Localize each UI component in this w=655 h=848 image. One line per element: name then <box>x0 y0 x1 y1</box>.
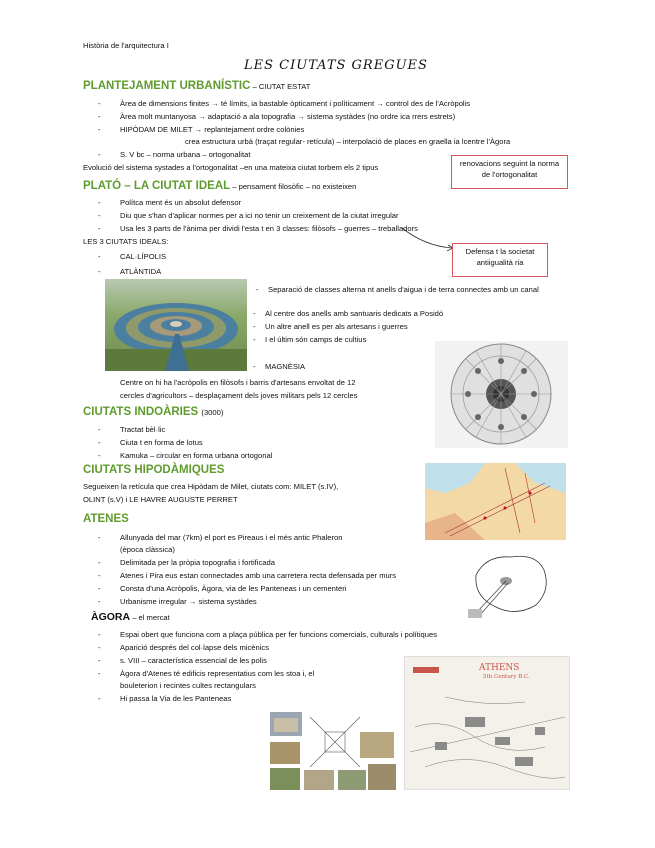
list-item: - Hi passa la Via de les Panteneas <box>98 694 232 703</box>
paragraph: OLINT (s.V) i LE HAVRE AUGUSTE PERRET <box>83 495 238 504</box>
list-item-sub: bouleterion i recintes cultes rectangulars <box>120 681 256 690</box>
section-heading-agora: ÀGORA – el mercat <box>91 611 170 623</box>
section-heading-atenes: ATENES <box>83 513 129 525</box>
label-ideals: LES 3 CIUTATS IDEALS: <box>83 237 169 246</box>
list-item: - I el últim són camps de cultius <box>253 335 367 344</box>
list-item-sub: crea estructura urbà (traçat regular- retícula) – interpolació de places en graella ia lcentre l'Àgora <box>185 137 511 146</box>
athens-5th-century-map <box>404 656 570 790</box>
arrow-connector <box>400 226 460 256</box>
list-item: - CAL·LÍPOLIS <box>98 252 167 261</box>
list-item: - Àrea de dimensions finites → té límits, ia bastable òpticament i políticament → control des de l'Acròpolis <box>98 99 471 108</box>
list-item: - Polítca ment és un absolut defensor <box>98 198 242 207</box>
list-item: - Àrea molt muntanyosa → adaptació a ala topografia → sistema systàdes (no ordre ica rrers estrets) <box>98 112 456 121</box>
paragraph: cercles d'agricultors – desplaçament dels joves militars pels 12 cercles <box>120 391 358 400</box>
list-item: - S. V bc – norma urbana – ortogonalitat <box>98 150 251 159</box>
list-item: - Un altre anell es per als artesans i guerres <box>253 322 408 331</box>
paragraph: Centre on hi ha l'acròpolis en filòsofs i barris d'artesans envoltat de 12 <box>120 378 356 387</box>
page-title: LES CIUTATS GREGUES <box>244 58 428 73</box>
list-item: - HIPÒDAM DE MILET → replantejament ordre colònies <box>98 125 305 134</box>
list-item: - Al centre dos anells amb santuaris dedicats a Posidó <box>253 309 444 318</box>
course-label: Història de l'arquitectura I <box>83 41 169 50</box>
note-box-renovacions: renovacions seguint la norma de l'ortogonalitat <box>451 155 568 189</box>
list-item: - Tractat bèl·lic <box>98 425 166 434</box>
list-item: - Kamuka – circular en forma urbana ortogonal <box>98 451 273 460</box>
list-item: - Urbanisme irregular → sistema systàdes <box>98 597 257 606</box>
note-box-defensa: Defensa t la societat antiigualità ria <box>452 243 548 277</box>
paragraph: Segueixen la retícula que crea Hipòdam de Milet, ciutats com: MILET (s.IV), <box>83 482 339 491</box>
list-item: - s. VIII – característica essencial de les polis <box>98 656 267 665</box>
list-item: - Diu que s'han d'aplicar normes per a ici no tenir un creixement de la ciutat irregular <box>98 211 399 220</box>
agora-photo-collage <box>270 712 396 792</box>
athens-outline-map <box>466 545 553 620</box>
list-item: - Usa les 3 parts de l'ànima per dividi l'esta t en 3 classes: filòsofs – guerres – treballadors <box>98 224 418 233</box>
list-item: - Separació de classes alterna nt anells d'aigua i de terra connectes amb un canal <box>256 285 539 294</box>
list-item: - Aparició després del col·lapse dels micènics <box>98 643 269 652</box>
list-item: - Delimitada per la pròpia topografia i fortificada <box>98 558 275 567</box>
list-item: - Allunyada del mar (7km) el port es Pireaus i el més antic Phaleron <box>98 533 343 542</box>
list-item: - MAGNÈSIA <box>253 362 306 371</box>
list-item: - Consta d'una Acròpolis, Àgora, via de les Panteneas i un cementeri <box>98 584 347 593</box>
section-heading-plantejament: PLANTEJAMENT URBANÍSTIC – CIUTAT ESTAT <box>83 80 311 92</box>
list-item: - Àgora d'Atenes té edificis representatius com les stoa i, el <box>98 669 315 678</box>
list-item: - Atenes i Pira eus estan connectades amb una carretera recta defensada per murs <box>98 571 397 580</box>
list-item-sub: (època clàssica) <box>120 545 175 554</box>
magnesia-diagram <box>435 341 568 448</box>
section-heading-indoaries: CIUTATS INDOÀRIES (3000) <box>83 406 224 418</box>
section-heading-hipodamiques: CIUTATS HIPODÀMIQUES <box>83 464 225 476</box>
list-item: - ATLÀNTIDA <box>98 267 162 276</box>
paragraph: Evolució del sistema systades a l'ortogonalitat –en una mateixa ciutat torbem els 2 tipus <box>83 163 379 172</box>
miletus-map <box>425 463 566 540</box>
map-title: ATHENS <box>479 663 520 673</box>
atlantida-image <box>105 279 247 371</box>
section-heading-plato: PLATÓ – LA CIUTAT IDEAL – pensament filosòfic – no existeixen <box>83 180 357 192</box>
map-subtitle: 5th Century B.C. <box>483 674 530 680</box>
list-item: - Ciuta t en forma de lotus <box>98 438 203 447</box>
list-item: - Espai obert que funciona com a plaça pública per fer funcions comercials, culturals i polítiques <box>98 630 437 639</box>
